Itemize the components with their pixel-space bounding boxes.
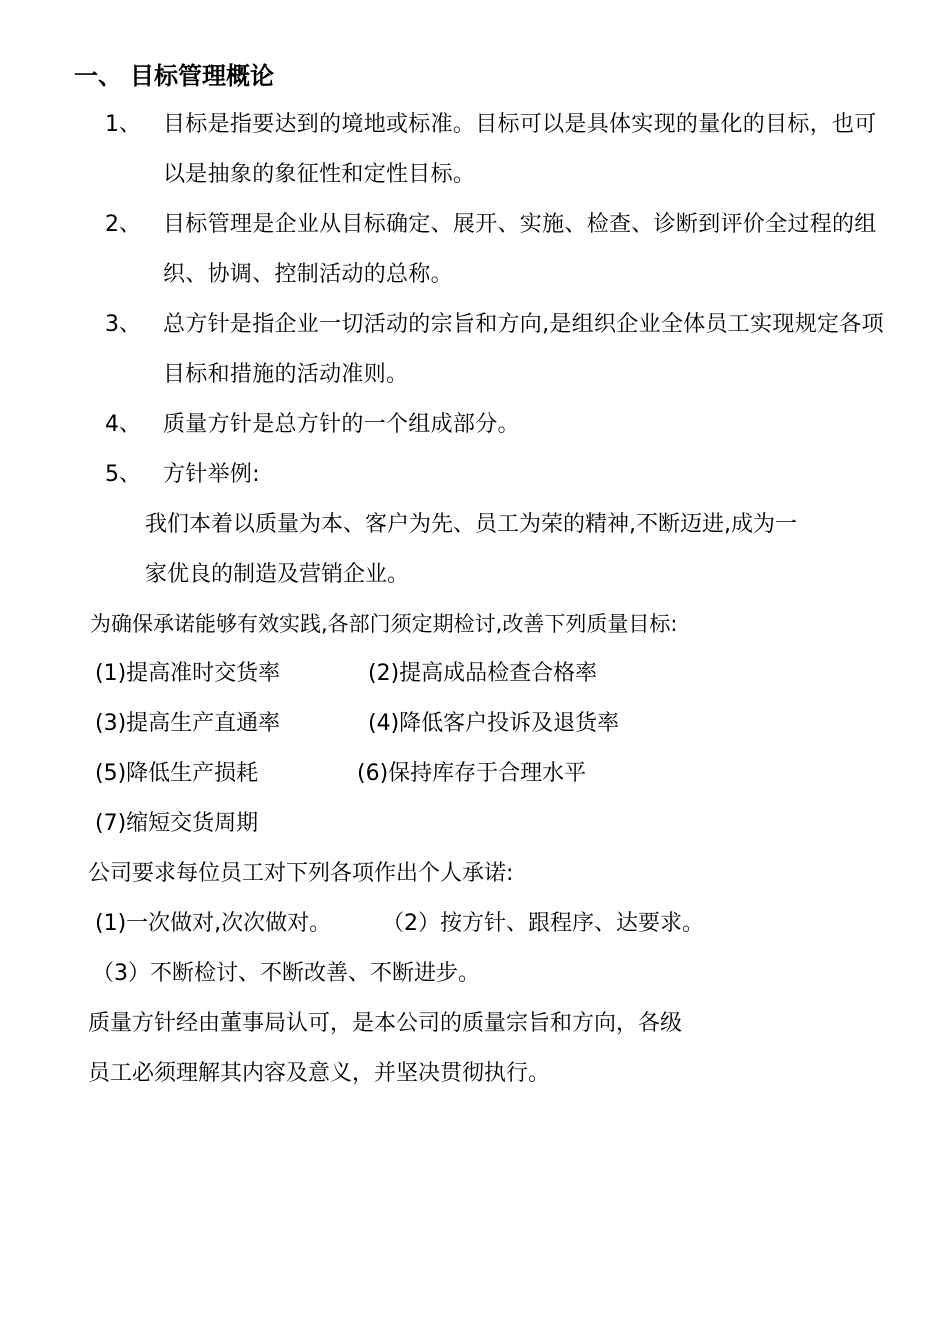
goal-item: (7)缩短交货周期	[95, 811, 259, 836]
list-item-number: 5、	[105, 462, 141, 487]
closing-line-1: 质量方针经由董事局认可，是本公司的质量宗旨和方向，各级	[88, 1011, 683, 1036]
list-item-number: 4、	[105, 412, 141, 437]
goal-item: (4)降低客户投诉及退货率	[368, 711, 620, 736]
list-item-text: 目标是指要达到的境地或标准。目标可以是具体实现的量化的目标，也可以是抽象的象征性和定性目标。	[163, 112, 877, 187]
list-item-number: 2、	[105, 212, 141, 237]
list-item	[105, 450, 895, 500]
section-number: 一、	[74, 62, 122, 90]
list-item-number: 3、	[105, 312, 141, 337]
commitment-item: （2）按方针、跟程序、达要求。	[382, 911, 704, 936]
list-item	[105, 300, 895, 400]
section-title: 目标管理概论	[130, 62, 274, 90]
goal-item: (6)保持库存于合理水平	[357, 761, 587, 786]
list-item-text: 总方针是指企业一切活动的宗旨和方向,是组织企业全体员工实现规定各项目标和措施的活动准则。	[163, 312, 884, 387]
list-item-text: 目标管理是企业从目标确定、展开、实施、检查、诊断到评价全过程的组织、协调、控制活动的总称。	[163, 212, 877, 287]
goal-item: (2)提高成品检查合格率	[368, 661, 598, 686]
example-line-2: 家优良的制造及营销企业。	[145, 562, 410, 587]
goal-item: (3)提高生产直通率	[95, 711, 281, 736]
example-line-1: 我们本着以质量为本、客户为先、员工为荣的精神,不断迈进,成为一	[145, 512, 797, 537]
list-item-text: 方针举例:	[163, 462, 260, 487]
list-item	[105, 200, 895, 300]
section-heading	[74, 58, 274, 94]
commitment-item: （3）不断检讨、不断改善、不断进步。	[92, 961, 480, 986]
goal-item: (5)降低生产损耗	[95, 761, 259, 786]
commitment-item: (1)一次做对,次次做对。	[95, 911, 332, 936]
list-item-number: 1、	[105, 112, 141, 137]
list-item	[105, 100, 895, 200]
list-item	[105, 400, 895, 450]
commit-intro: 公司要求每位员工对下列各项作出个人承诺:	[88, 861, 514, 886]
goal-item: (1)提高准时交货率	[95, 661, 281, 686]
list-item-text: 质量方针是总方针的一个组成部分。	[163, 412, 520, 437]
goals-intro: 为确保承诺能够有效实践,各部门须定期检讨,改善下列质量目标:	[90, 612, 678, 636]
closing-line-2: 员工必须理解其内容及意义，并坚决贯彻执行。	[88, 1061, 551, 1086]
